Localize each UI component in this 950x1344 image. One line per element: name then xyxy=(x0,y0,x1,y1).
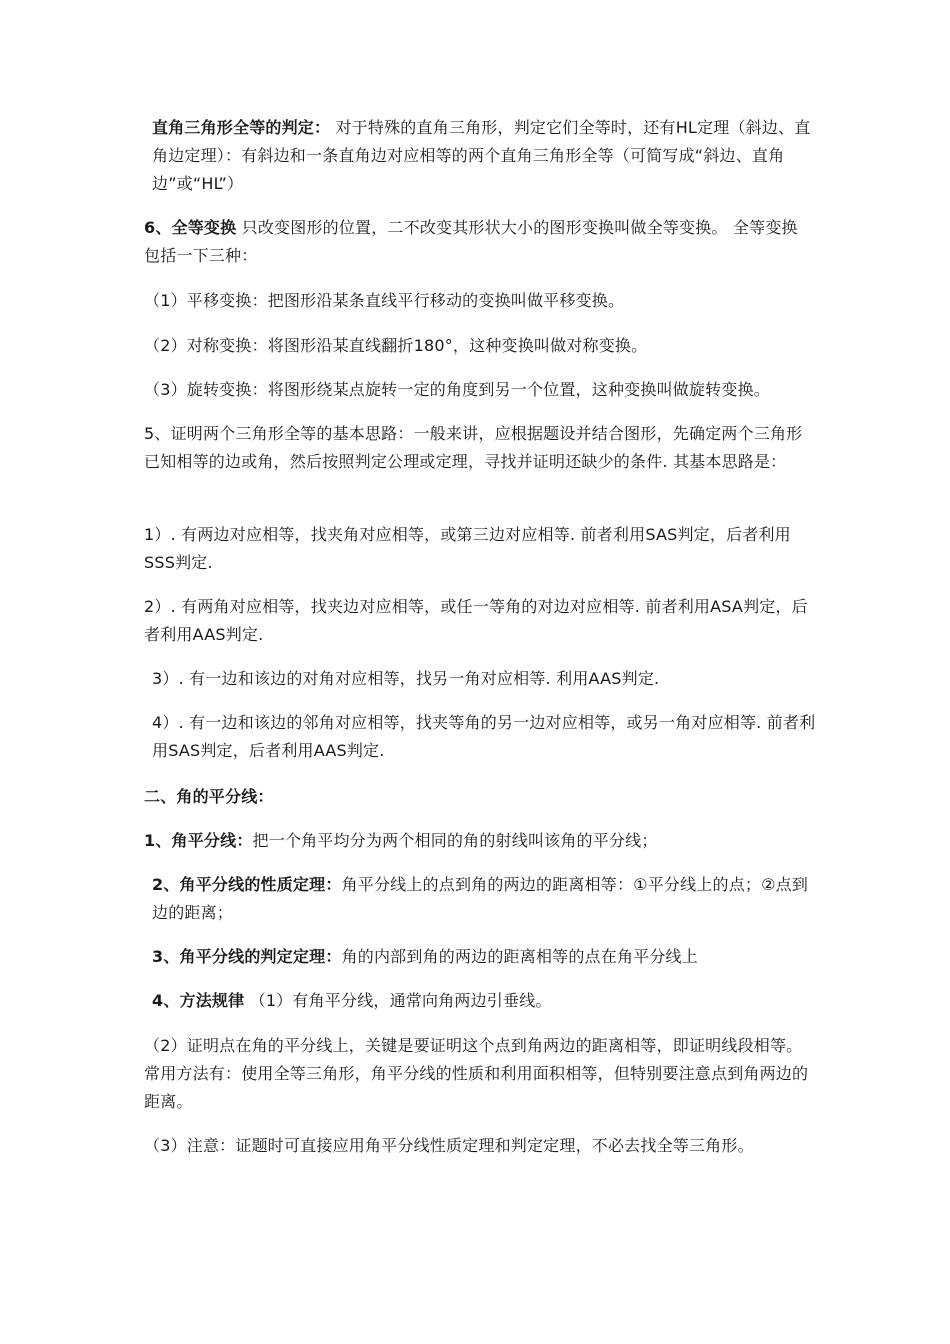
approach-item-1: 1）. 有两边对应相等，找夹角对应相等，或第三边对应相等. 前者利用SAS判定，后者利用SSS判定. xyxy=(144,525,791,572)
heading-bisector-criterion: 3、角平分线的判定定理： xyxy=(152,947,342,966)
text-bisector-criterion: 角的内部到角的两边的距离相等的点在角平分线上 xyxy=(341,947,698,966)
item-rotation: （3）旋转变换：将图形绕某点旋转一定的角度到另一个位置，这种变换叫做旋转变换。 xyxy=(144,380,770,399)
paragraph-bisector-property xyxy=(144,871,820,927)
paragraph-proof-approach: 5、证明两个三角形全等的基本思路：一般来讲，应根据题设并结合图形，先确定两个三角形已知相等的边或角，然后按照判定公理或定理，寻找并证明还缺少的条件. 其基本思路是： xyxy=(144,424,803,471)
paragraph-bisector-criterion xyxy=(144,943,820,971)
paragraph-congruent-transformation xyxy=(144,214,812,270)
heading-congruent-transformation: 6、全等变换 xyxy=(144,218,237,237)
approach-item-4: 4）. 有一边和该边的邻角对应相等，找夹等角的另一边对应相等，或另一角对应相等. 前者利用SAS判定，后者利用AAS判定. xyxy=(152,713,816,760)
heading-method-rules: 4、方法规律 xyxy=(152,991,245,1010)
section-heading-angle-bisector: 二、角的平分线： xyxy=(144,787,274,806)
method-item-2: （2）证明点在角的平分线上，关键是要证明这个点到角两边的距离相等，即证明线段相等。常用方法有：使用全等三角形，角平分线的性质和利用面积相等，但特别要注意点到角两边的距离。 xyxy=(144,1036,809,1111)
paragraph-angle-bisector-def xyxy=(144,827,812,855)
item-reflection: （2）对称变换：将图形沿某直线翻折180°，这种变换叫做对称变换。 xyxy=(144,336,648,355)
text-bisector-property: 角平分线上的点到角的两边的距离相等：①平分线上的点；②点到边的距离； xyxy=(152,875,809,922)
item-translation: （1）平移变换：把图形沿某条直线平行移动的变换叫做平移变换。 xyxy=(144,291,625,310)
text-congruent-transformation: 只改变图形的位置，二不改变其形状大小的图形变换叫做全等变换。 全等变换包括一下三种： xyxy=(144,218,798,265)
text-method-rules: （1）有角平分线，通常向角两边引垂线。 xyxy=(244,991,552,1010)
heading-right-triangle-congruence: 直角三角形全等的判定： xyxy=(152,118,331,137)
approach-item-2: 2）. 有两角对应相等，找夹边对应相等，或任一等角的对边对应相等. 前者利用ASA判定，后者利用AAS判定. xyxy=(144,597,808,644)
heading-angle-bisector-def: 1、角平分线： xyxy=(144,831,253,850)
paragraph-right-triangle-congruence xyxy=(144,114,820,198)
text-right-triangle-congruence: 对于特殊的直角三角形，判定它们全等时，还有HL定理（斜边、直角边定理）：有斜边和一条直角边对应相等的两个直角三角形全等（可简写成“斜边、直角边”或“HL”） xyxy=(152,118,811,193)
paragraph-method-rules xyxy=(144,987,820,1015)
approach-item-3: 3）. 有一边和该边的对角对应相等，找另一角对应相等. 利用AAS判定. xyxy=(152,669,660,688)
text-angle-bisector-def: 把一个角平均分为两个相同的角的射线叫该角的平分线； xyxy=(252,831,658,850)
method-item-3: （3）注意：证题时可直接应用角平分线性质定理和判定定理，不必去找全等三角形。 xyxy=(144,1136,754,1155)
heading-bisector-property: 2、角平分线的性质定理： xyxy=(152,875,342,894)
